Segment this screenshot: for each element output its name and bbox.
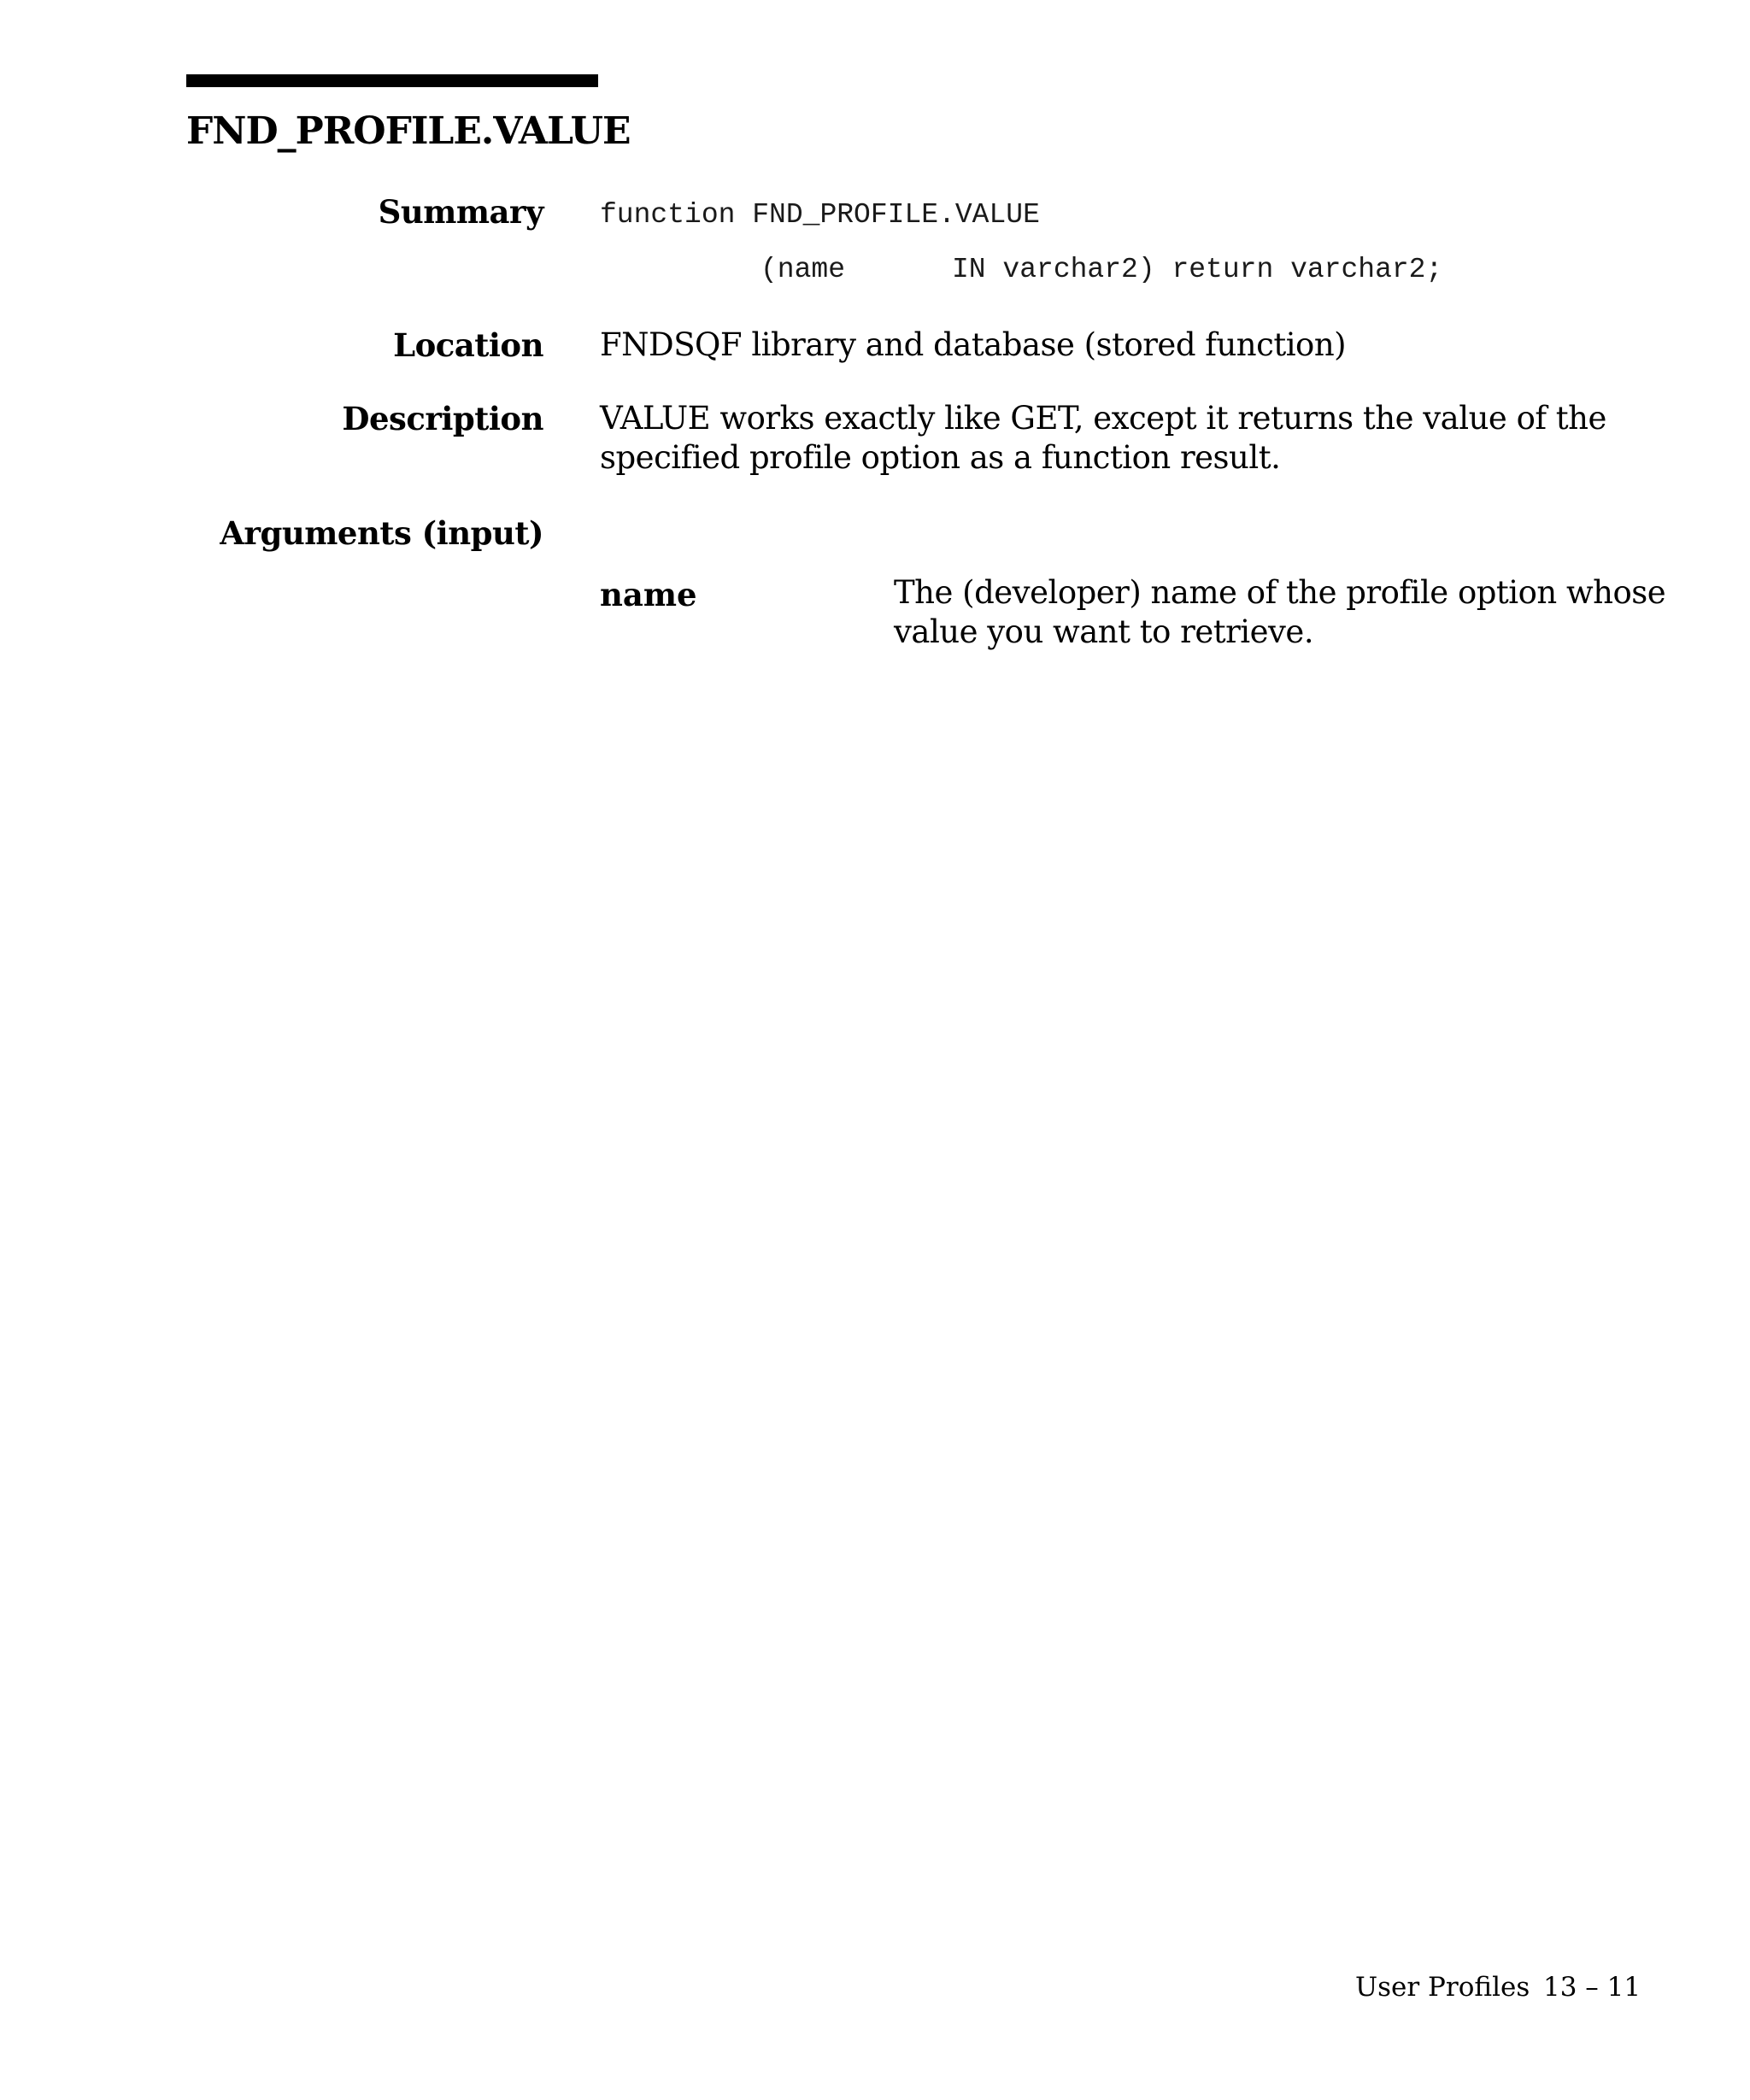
summary-code-param-type: IN varchar2) return varchar2; <box>952 254 1443 285</box>
location-label: Location <box>393 326 543 364</box>
footer-page-number: 13 – 11 <box>1543 1972 1641 2003</box>
description-label: Description <box>342 400 543 437</box>
location-text: FNDSQF library and database (stored function) <box>600 326 1347 363</box>
argument-name: name <box>600 576 697 613</box>
argument-description-line-2: value you want to retrieve. <box>894 613 1314 650</box>
footer-section-title: User Profiles <box>1355 1972 1530 2003</box>
description-line-1: VALUE works exactly like GET, except it returns the value of the <box>600 400 1606 437</box>
argument-description-line-1: The (developer) name of the profile option whose <box>894 574 1666 611</box>
page-title: FND_PROFILE.VALUE <box>186 109 631 153</box>
description-line-2: specified profile option as a function result. <box>600 439 1281 476</box>
heading-rule <box>186 74 598 87</box>
summary-code-param-name: (name <box>760 254 846 285</box>
arguments-label: Arguments (input) <box>220 514 543 552</box>
summary-label: Summary <box>378 193 543 231</box>
summary-code-line-1: function FND_PROFILE.VALUE <box>600 199 1040 231</box>
